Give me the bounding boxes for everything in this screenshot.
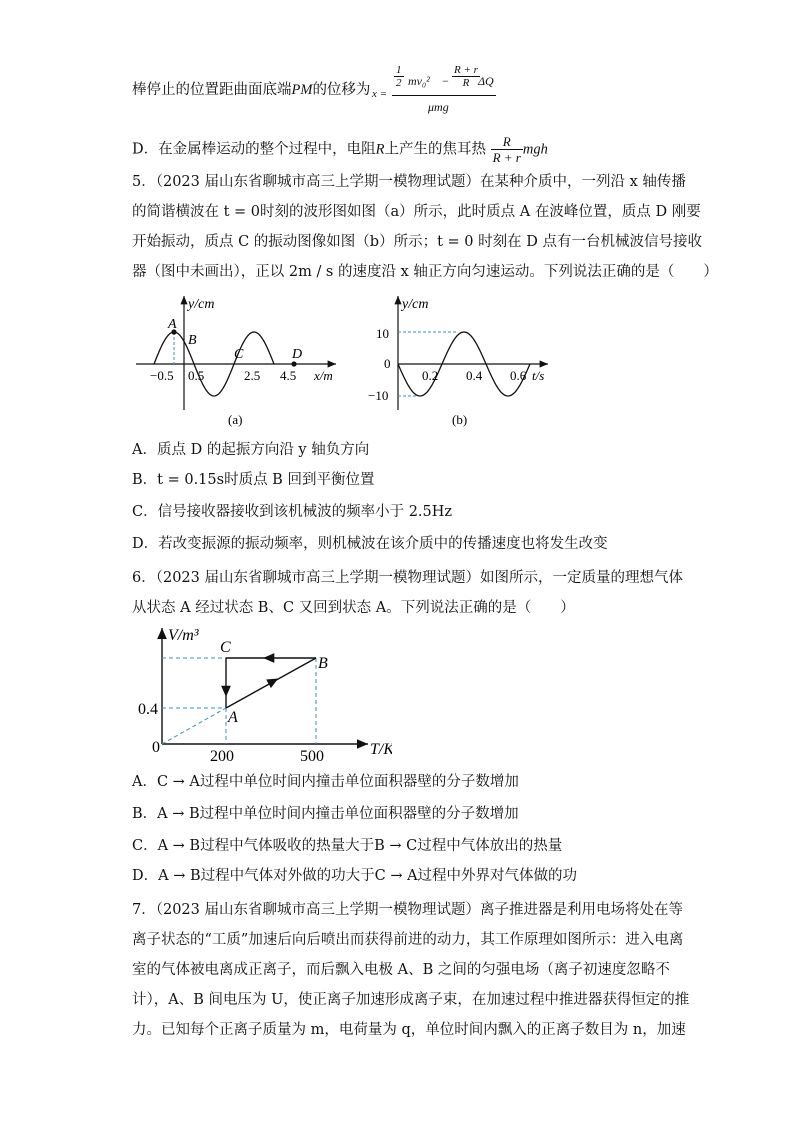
fig-b-caption: (b) [452, 412, 468, 427]
q7-stem-line-5: 力。已知每个正离子质量为 m，电荷量为 q，单位时间内飘入的正离子数目为 n，加速 [132, 1022, 686, 1038]
q4-optd-prefix: D．在金属棒运动的整个过程中，电阻 [132, 141, 376, 158]
frac-rr-num: R + r [454, 64, 478, 76]
q5-option-c: C．信号接收器接收到该机械波的频率小于 2.5Hz [132, 504, 453, 520]
q4-optd-tail: mgh [522, 141, 548, 158]
formula-minus: − [442, 74, 449, 88]
q6-option-c: C．A → B过程中气体吸收的热量大于B → C过程中气体放出的热量 [132, 838, 563, 854]
q6-option-a: A．C → A过程中单位时间内撞击单位面积器壁的分子数增加 [132, 774, 519, 790]
formula-dq: ΔQ [478, 74, 494, 88]
q5-stem-line-4: 器（图中未画出），正以 2m / s 的速度沿 x 轴正方向匀速运动。下列说法正确的是（ ） [132, 264, 718, 280]
displacement-formula [372, 62, 496, 118]
q4-text: 棒停止的位置距曲面底端 [132, 82, 292, 98]
figure-a-waveform [130, 292, 350, 432]
fig-b-ytick-0: 0 [384, 356, 391, 371]
fig-b-xtick-04: 0.4 [466, 368, 483, 383]
fig-b-y-label: y/cm [402, 297, 429, 312]
frac-rr [452, 64, 480, 89]
q5-option-b: B．t = 0.15s时质点 B 回到平衡位置 [132, 472, 375, 488]
fig-a-point-d [291, 361, 296, 366]
frac-half-den: 2 [396, 77, 402, 89]
q5-stem-line-2: 的简谐横波在 t = 0时刻的波形图如图（a）所示，此时质点 A 在波峰位置，质点 D 刚要 [132, 204, 701, 220]
q6-arrow-a-b [270, 681, 274, 683]
q6-dashed-origin-a [162, 708, 226, 744]
q6-stem-line-2: 从状态 A 经过状态 B、C 又回到状态 A。下列说法正确的是（ ） [132, 600, 575, 616]
q6-t-label: T/K [370, 741, 392, 758]
fig-a-x-label: x/m [314, 368, 333, 383]
q5-stem-line-1: 5．（2023 届山东省聊城市高三上学期一模物理试题）在某种介质中，一列沿 x 轴传播 [132, 174, 686, 190]
formula-x-eq: x = [372, 88, 388, 100]
fig-a-label-d: D [292, 347, 303, 362]
figure-b-vibration [364, 292, 564, 432]
fig-a-tick-45: 4.5 [280, 368, 297, 383]
fig-b-xtick-02: 0.2 [422, 368, 439, 383]
fig-a-tick-neg05: −0.5 [150, 368, 174, 383]
formula-mv: mv₀² [408, 74, 430, 88]
q6-label-b: B [318, 655, 328, 672]
q5-option-d: D．若改变振源的振动频率，则机械波在该介质中的传播速度也将发生改变 [132, 536, 608, 552]
q4-optd-frac-num: R [491, 134, 523, 150]
fig-a-label-b: B [188, 333, 197, 348]
fig-a-caption: (a) [228, 412, 243, 427]
q4-optd-frac [491, 134, 523, 165]
q6-v-label: V/m³ [168, 627, 199, 644]
frac-half [394, 64, 404, 89]
frac-rr-den: R [462, 77, 470, 89]
q7-stem-line-4: 计），A、B 间电压为 U，使正离子加速形成离子束，在加速过程中推进器获得恒定的推 [132, 992, 690, 1008]
q6-xtick-500: 500 [300, 748, 324, 762]
fig-a-label-a: A [168, 317, 177, 332]
q4-text-suffix: 的位移为 [312, 82, 371, 98]
q7-stem-line-3: 室的气体被电离成正离子，而后飘入电极 A、B 之间的匀强电场（离子初速度忽略不 [132, 962, 670, 978]
fig-a-tick-05: 0.5 [188, 368, 205, 383]
fig-a-label-c: C [234, 347, 244, 362]
q4-var-pm: PM [291, 82, 313, 98]
q6-vt-diagram [132, 622, 392, 762]
frac-half-num: 1 [396, 64, 402, 76]
fig-b-ytick-10: 10 [376, 326, 389, 341]
q6-xtick-200: 200 [210, 748, 234, 762]
q5-option-a: A．质点 D 的起振方向沿 y 轴负方向 [132, 442, 370, 458]
main-fraction-bar [392, 95, 496, 96]
q6-label-c: C [220, 639, 231, 656]
fig-a-y-label: y/cm [188, 297, 215, 312]
q6-label-a: A [228, 709, 238, 726]
fig-a-tick-25: 2.5 [244, 368, 261, 383]
q6-origin-label: 0 [152, 739, 160, 756]
q6-option-b: B．A → B过程中单位时间内撞击单位面积器壁的分子数增加 [132, 806, 519, 822]
fig-b-x-label: t/s [532, 368, 545, 383]
q6-option-d: D．A → B过程中气体对外做的功大于C → A过程中外界对气体做的功 [132, 868, 578, 884]
q7-stem-line-1: 7．（2023 届山东省聊城市高三上学期一模物理试题）离子推进器是利用电场将处在等 [132, 902, 683, 918]
q4-optd-r: R [375, 141, 385, 158]
q4-optd-frac-den: R + r [492, 150, 521, 165]
q5-stem-line-3: 开始振动，质点 C 的振动图像如图（b）所示；t = 0 时刻在 D 点有一台机械波信号接收 [132, 234, 702, 250]
formula-denominator: μmg [428, 100, 449, 114]
q4-option-d [132, 134, 548, 165]
q6-stem-line-1: 6．（2023 届山东省聊城市高三上学期一模物理试题）如图所示，一定质量的理想气体 [132, 570, 683, 586]
q4-tail-line1 [132, 80, 370, 100]
q4-optd-mid: 上产生的焦耳热 [384, 141, 486, 158]
fig-b-ytick-neg10: −10 [368, 388, 389, 403]
q7-stem-line-2: 离子状态的“工质”加速后向后喷出而获得前进的动力，其工作原理如图所示：进入电离 [132, 932, 684, 948]
fig-b-xtick-06: 0.6 [510, 368, 527, 383]
q6-ytick-04: 0.4 [138, 701, 158, 718]
